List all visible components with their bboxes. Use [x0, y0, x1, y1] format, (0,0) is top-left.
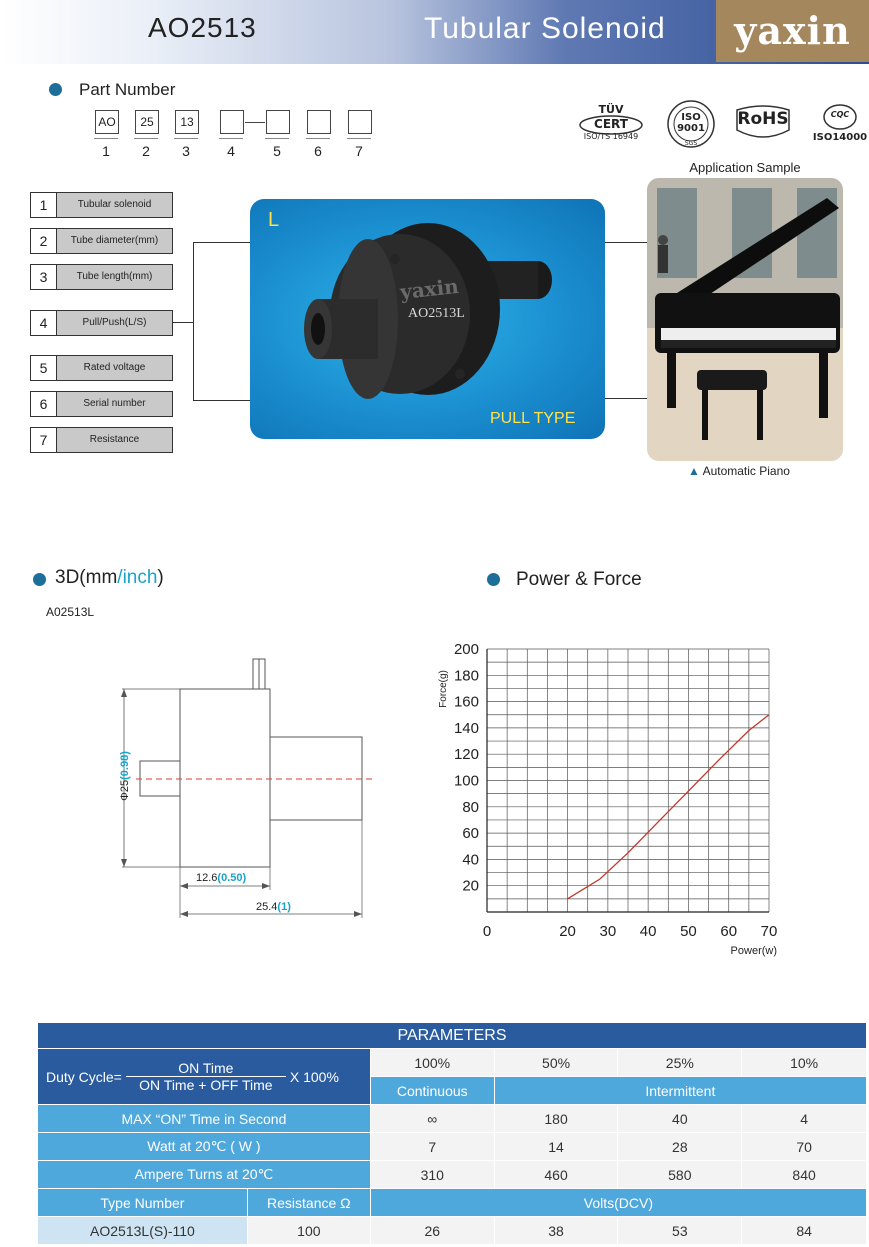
legend-label-3: Tube length(mm): [56, 264, 173, 290]
product-image-panel: [250, 199, 605, 439]
param-value: 7: [370, 1133, 494, 1161]
type-volts: 38: [494, 1217, 618, 1245]
section-bullet-icon: [49, 83, 62, 96]
legend-num-4: 4: [30, 310, 57, 336]
dimension-model-label: A02513L: [46, 605, 95, 619]
duty-cycle-cell: [38, 1049, 371, 1105]
part-box-2: 25: [135, 110, 159, 134]
part-dash: [245, 122, 265, 123]
brand-logo-text: yaxin: [734, 8, 851, 53]
connector-line: [605, 398, 647, 399]
iso-ts-text: ISO/TS 16949: [583, 132, 639, 141]
duty-denominator: ON Time + OFF Time: [139, 1077, 273, 1093]
param-value: 70: [742, 1133, 867, 1161]
x-tick-label: 20: [559, 923, 576, 940]
y-tick-label: 100: [453, 772, 479, 790]
part-index-5: 5: [273, 143, 281, 159]
x-tick-label: 50: [680, 923, 697, 940]
legend-label-5: Rated voltage: [56, 355, 173, 381]
part-underline: [174, 138, 198, 139]
x-tick-label: 40: [639, 923, 657, 940]
intermittent-label: Intermittent: [494, 1077, 866, 1105]
part-model-text: AO2513L: [408, 306, 465, 321]
resistance-header: Resistance Ω: [247, 1189, 370, 1217]
iso14000-text: ISO14000: [812, 132, 868, 143]
part-index-4: 4: [227, 143, 235, 159]
part-index-2: 2: [142, 143, 150, 159]
param-value: 28: [618, 1133, 742, 1161]
legend-label-7: Resistance: [56, 427, 173, 453]
x-tick-label: 0: [482, 923, 492, 940]
param-value: ∞: [370, 1105, 494, 1133]
dimension-drawing: [100, 650, 400, 930]
parameters-title: PARAMETERS: [38, 1023, 867, 1049]
panel-type-letter: L: [268, 209, 280, 231]
x-tick-label: 70: [760, 923, 778, 940]
pull-type-label: PULL TYPE: [490, 410, 576, 427]
diameter-inch: (0.98): [119, 751, 131, 780]
part-box-6: [307, 110, 331, 134]
tuv-text: TÜV: [598, 103, 624, 116]
cqc-text: CQC: [830, 110, 850, 119]
total-length-inch: (1): [277, 901, 291, 913]
diameter-icon: Φ: [119, 792, 131, 801]
iso9001-logo: [666, 99, 716, 149]
param-value: 580: [618, 1161, 742, 1189]
param-value: 310: [370, 1161, 494, 1189]
y-tick-label: 60: [462, 825, 479, 843]
dimensions-title: [55, 567, 164, 589]
legend-label-2: Tube diameter(mm): [56, 228, 173, 254]
iso-9001-text: 9001: [677, 123, 705, 134]
part-index-3: 3: [182, 143, 190, 159]
model-title: AO2513: [148, 12, 257, 43]
diameter-mm: 25: [119, 779, 131, 793]
param-row-label: Ampere Turns at 20℃: [38, 1161, 371, 1189]
rohs-text: RoHS: [737, 109, 789, 129]
product-title: Tubular Solenoid: [424, 12, 666, 45]
legend-num-7: 7: [30, 427, 57, 453]
y-tick-label: 160: [453, 693, 479, 711]
type-volts: 84: [742, 1217, 867, 1245]
legend-num-2: 2: [30, 228, 57, 254]
param-value: 460: [494, 1161, 618, 1189]
part-box-5: [266, 110, 290, 134]
connector-line: [193, 242, 250, 243]
part-index-1: 1: [102, 143, 110, 159]
legend-label-6: Serial number: [56, 391, 173, 417]
part-underline: [219, 138, 243, 139]
y-tick-label: 140: [453, 719, 479, 737]
total-length-mm: 25.4: [256, 901, 278, 913]
connector-line: [193, 400, 250, 401]
application-title: Application Sample: [689, 160, 801, 175]
connector-line: [605, 242, 647, 243]
duty-multiplier: X 100%: [289, 1068, 339, 1085]
iso-text: ISO: [681, 112, 701, 123]
dimensions-title-prefix: 3D(mm: [55, 567, 118, 588]
x-tick-label: 60: [720, 923, 738, 940]
part-underline: [94, 138, 118, 139]
total-length-label: [256, 901, 291, 913]
power-force-chart: [420, 630, 800, 960]
connector-line: [173, 322, 193, 323]
connector-line: [193, 242, 194, 400]
application-caption: [688, 464, 790, 478]
part-index-6: 6: [314, 143, 322, 159]
piano-image: [647, 178, 843, 461]
iso14000-logo: [812, 102, 868, 146]
part-number-title: Part Number: [79, 80, 176, 99]
type-resistance: 100: [247, 1217, 370, 1245]
type-volts: 53: [618, 1217, 742, 1245]
dimensions-title-unit: inch: [122, 567, 158, 588]
y-tick-label: 20: [462, 877, 479, 895]
legend-label-1: Tubular solenoid: [56, 192, 173, 218]
y-tick-label: 40: [462, 851, 479, 869]
section-bullet-icon: [487, 573, 500, 586]
legend-num-6: 6: [30, 391, 57, 417]
body-length-label: [196, 872, 246, 884]
part-underline: [306, 138, 330, 139]
param-value: 14: [494, 1133, 618, 1161]
part-brand-text: yaxin: [398, 274, 460, 304]
parameters-table-wrap: [37, 1022, 867, 1245]
piano-photo: [647, 178, 843, 461]
parameters-table: [37, 1022, 867, 1245]
part-box-1: AO: [95, 110, 119, 134]
legend-num-1: 1: [30, 192, 57, 218]
duty-value: 100%: [370, 1049, 494, 1077]
type-volts: 26: [370, 1217, 494, 1245]
x-axis-title: Power(w): [730, 945, 777, 957]
duty-value: 50%: [494, 1049, 618, 1077]
rohs-logo: [733, 104, 793, 142]
application-caption-text: Automatic Piano: [702, 464, 790, 478]
y-axis-title: Force(g): [438, 670, 449, 708]
part-box-4: [220, 110, 244, 134]
body-length-inch: (0.50): [217, 872, 247, 884]
duty-numerator: ON Time: [178, 1060, 234, 1076]
duty-value: 25%: [618, 1049, 742, 1077]
part-index-7: 7: [355, 143, 363, 159]
cert-text: CERT: [594, 117, 628, 131]
part-box-3: 13: [175, 110, 199, 134]
sgs-text: SGS: [684, 140, 698, 147]
param-row-label: Watt at 20℃ ( W ): [38, 1133, 371, 1161]
legend-num-5: 5: [30, 355, 57, 381]
legend-label-4: Pull/Push(L/S): [56, 310, 173, 336]
y-tick-label: 120: [453, 746, 479, 764]
param-value: 40: [618, 1105, 742, 1133]
body-length-mm: 12.6: [196, 872, 218, 884]
x-tick-label: 30: [599, 923, 617, 940]
duty-cycle-label: Duty Cycle=: [46, 1068, 122, 1085]
dimensions-title-suffix: ): [157, 567, 164, 588]
y-tick-label: 80: [462, 798, 479, 816]
duty-value: 10%: [742, 1049, 867, 1077]
triangle-marker-icon: ▲: [688, 464, 700, 478]
continuous-label: Continuous: [370, 1077, 494, 1105]
section-bullet-icon: [33, 573, 46, 586]
volts-header: Volts(DCV): [370, 1189, 866, 1217]
param-value: 4: [742, 1105, 867, 1133]
duty-fraction: [126, 1060, 286, 1093]
brand-logo: [716, 0, 869, 62]
part-box-7: [348, 110, 372, 134]
param-value: 180: [494, 1105, 618, 1133]
part-underline: [265, 138, 289, 139]
part-underline: [134, 138, 158, 139]
chart-title: Power & Force: [516, 569, 642, 590]
legend-num-3: 3: [30, 264, 57, 290]
y-tick-label: 200: [453, 641, 479, 658]
y-tick-label: 180: [453, 667, 479, 685]
diameter-dimension-label: [119, 721, 131, 831]
dimensions-title-slash: /: [117, 567, 123, 588]
param-row-label: MAX “ON” Time in Second: [38, 1105, 371, 1133]
type-name: AO2513L(S)-110: [38, 1217, 248, 1245]
param-value: 840: [742, 1161, 867, 1189]
part-underline: [347, 138, 371, 139]
type-number-header: Type Number: [38, 1189, 248, 1217]
tuv-cert-logo: [578, 103, 644, 145]
